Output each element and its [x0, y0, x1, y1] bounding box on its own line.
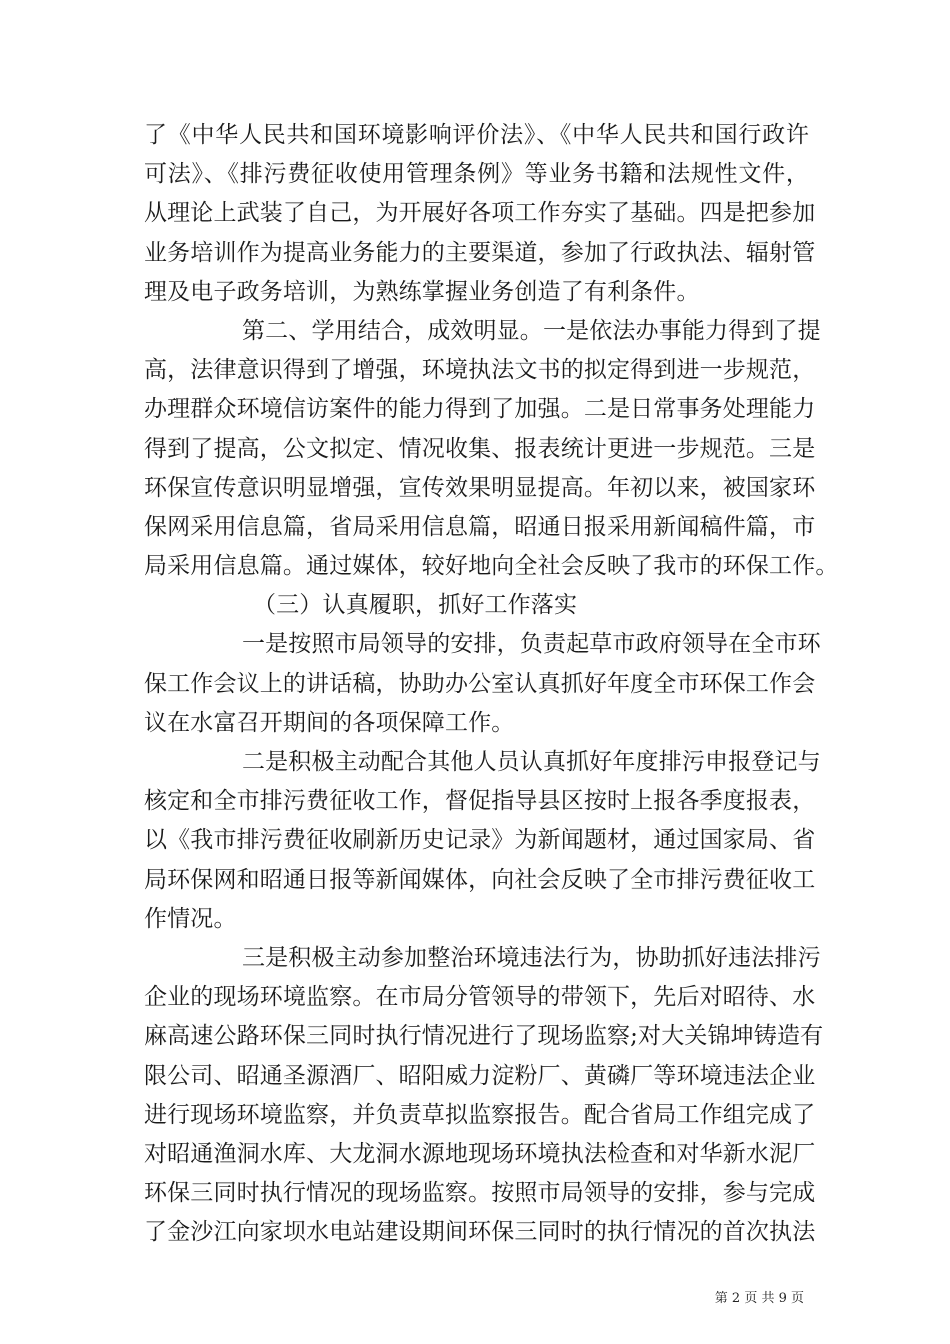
- text-line: 得到了提高，公文拟定、情况收集、报表统计更进一步规范。三是: [144, 435, 816, 462]
- text-line: 进行现场环境监察，并负责草拟监察报告。配合省局工作组完成了: [144, 1101, 816, 1128]
- text-line: 核定和全市排污费征收工作，督促指导县区按时上报各季度报表，: [144, 788, 816, 815]
- text-line: 限公司、昭通圣源酒厂、昭阳威力淀粉厂、黄磷厂等环境违法企业: [144, 1062, 816, 1089]
- text-line: 企业的现场环境监察。在市局分管领导的带领下，先后对昭待、水: [144, 984, 816, 1011]
- text-line: 业务培训作为提高业务能力的主要渠道，参加了行政执法、辐射管: [144, 239, 816, 266]
- text-line: 了金沙江向家坝水电站建设期间环保三同时的执行情况的首次执法: [144, 1219, 816, 1246]
- text-line: 环保三同时执行情况的现场监察。按照市局领导的安排，参与完成: [144, 1180, 816, 1207]
- paragraph-start-line: 二是积极主动配合其他人员认真抓好年度排污申报登记与: [242, 749, 821, 775]
- text-line: 局采用信息篇。通过媒体，较好地向全社会反映了我市的环保工作。: [144, 553, 839, 580]
- text-line: 麻高速公路环保三同时执行情况进行了现场监察;对大关锦坤铸造有: [144, 1023, 824, 1050]
- text-line: 以《我市排污费征收刷新历史记录》为新闻题材，通过国家局、省: [144, 827, 816, 854]
- document-body: [144, 116, 839, 1252]
- text-line: 理及电子政务培训，为熟练掌握业务创造了有利条件。: [144, 278, 700, 305]
- text-line: 对昭通渔洞水库、大龙洞水源地现场环境执法检查和对华新水泥厂: [144, 1140, 816, 1167]
- text-line: 可法》、《排污费征收使用管理条例》等业务书籍和法规性文件，: [144, 161, 809, 188]
- text-line: 保工作会议上的讲话稿，协助办公室认真抓好年度全市环保工作会: [144, 670, 816, 697]
- text-line: 局环保网和昭通日报等新闻媒体，向社会反映了全市排污费征收工: [144, 866, 816, 893]
- text-line: 了《中华人民共和国环境影响评价法》、《中华人民共和国行政许: [144, 122, 809, 148]
- text-line: 办理群众环境信访案件的能力得到了加强。二是日常事务处理能力: [144, 396, 816, 423]
- page-number: 第 2 页 共 9 页: [714, 1291, 804, 1306]
- text-line: 议在水富召开期间的各项保障工作。: [144, 709, 515, 736]
- text-line: 从理论上武装了自己，为开展好各项工作夯实了基础。四是把参加: [144, 200, 816, 227]
- paragraph-start-line: 三是积极主动参加整治环境违法行为，协助抓好违法排污: [242, 944, 821, 971]
- paragraph-start-line: 第二、学用结合，成效明显。一是依法办事能力得到了提: [242, 317, 821, 344]
- text-line: 作情况。: [144, 905, 237, 932]
- paragraph-start-line: 一是按照市局领导的安排，负责起草市政府领导在全市环: [242, 631, 821, 658]
- text-line: 高，法律意识得到了增强，环境执法文书的拟定得到进一步规范，: [144, 357, 816, 384]
- section-heading: （三）认真履职，抓好工作落实: [253, 592, 578, 619]
- text-line: 环保宣传意识明显增强，宣传效果明显提高。年初以来，被国家环: [144, 474, 816, 501]
- text-line: 保网采用信息篇，省局采用信息篇，昭通日报采用新闻稿件篇，市: [144, 513, 816, 540]
